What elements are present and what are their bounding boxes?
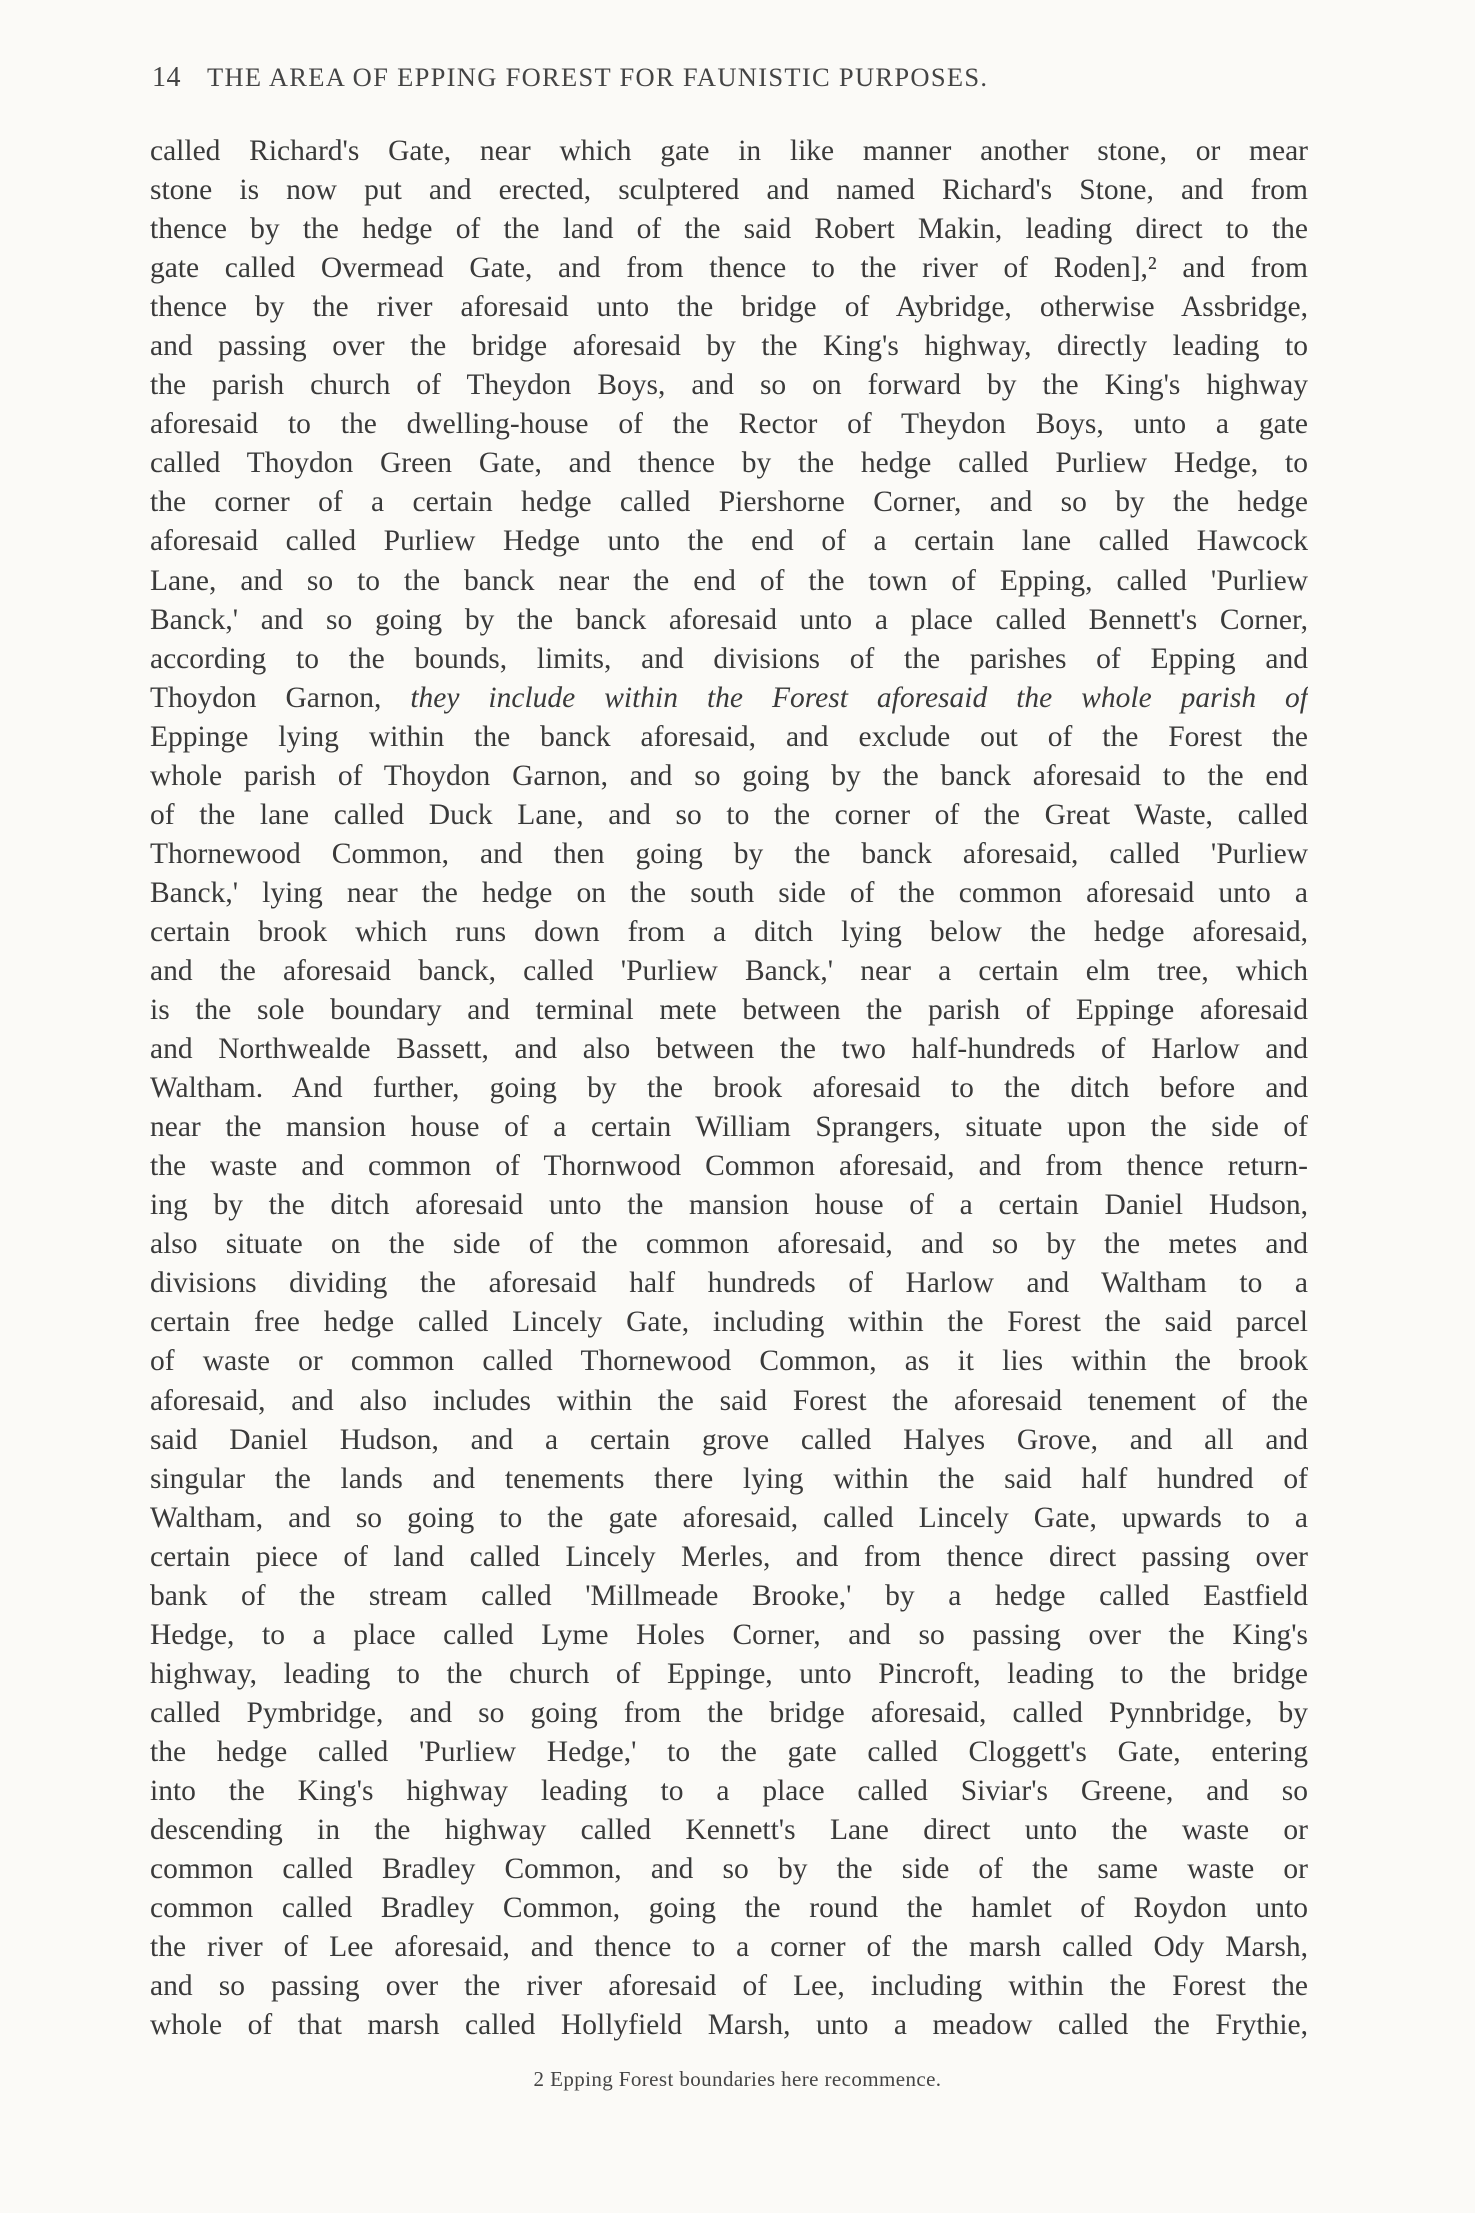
text-line: and so passing over the river aforesaid of Lee, including within the Forest the bbox=[150, 1970, 1308, 2003]
text-line: certain free hedge called Lincely Gate, including within the Forest the said parcel bbox=[150, 1306, 1308, 1339]
text-line: Waltham, and so going to the gate aforesaid, called Lincely Gate, upwards to a bbox=[150, 1501, 1308, 1534]
text-line: whole of that marsh called Hollyfield Marsh, unto a meadow called the Frythie, bbox=[150, 2009, 1308, 2042]
text-line: divisions dividing the aforesaid half hundreds of Harlow and Waltham to a bbox=[150, 1267, 1308, 1300]
text-line: of waste or common called Thornewood Common, as it lies within the brook bbox=[150, 1345, 1308, 1378]
text-line: Banck,' lying near the hedge on the south side of the common aforesaid unto a bbox=[150, 876, 1308, 909]
text-line: stone is now put and erected, sculptered and named Richard's Stone, and from bbox=[150, 174, 1308, 207]
page-number: 14 bbox=[152, 62, 181, 93]
text-line: is the sole boundary and terminal mete between the parish of Eppinge aforesaid bbox=[150, 994, 1308, 1027]
footnote: 2 Epping Forest boundaries here recommence. bbox=[533, 2067, 942, 2091]
text-line: the waste and common of Thornwood Common aforesaid, and from thence return- bbox=[150, 1150, 1308, 1183]
text-line: thence by the hedge of the land of the said Robert Makin, leading direct to the bbox=[150, 213, 1308, 246]
text-line: certain brook which runs down from a ditch lying below the hedge aforesaid, bbox=[150, 915, 1308, 948]
text-line: according to the bounds, limits, and divisions of the parishes of Epping and bbox=[150, 642, 1308, 675]
text-line: common called Bradley Common, going the round the hamlet of Roydon unto bbox=[150, 1892, 1308, 1925]
text-line: Lane, and so to the banck near the end of the town of Epping, called 'Purliew bbox=[150, 564, 1308, 597]
text-line: singular the lands and tenements there lying within the said half hundred of bbox=[150, 1462, 1308, 1495]
text-line: ing by the ditch aforesaid unto the mansion house of a certain Daniel Hudson, bbox=[150, 1189, 1308, 1222]
text-line: Waltham. And further, going by the brook aforesaid to the ditch before and bbox=[150, 1072, 1308, 1105]
body-text bbox=[150, 132, 1308, 2045]
text-line: near the mansion house of a certain William Sprangers, situate upon the side of bbox=[150, 1111, 1308, 1144]
italic-text: they include within the Forest aforesaid the whole parish of bbox=[381, 681, 1308, 714]
text-line: said Daniel Hudson, and a certain grove called Halyes Grove, and all and bbox=[150, 1423, 1308, 1456]
text-line: the corner of a certain hedge called Piershorne Corner, and so by the hedge bbox=[150, 486, 1308, 519]
text-line: of the lane called Duck Lane, and so to the corner of the Great Waste, called bbox=[150, 798, 1308, 831]
text-line: highway, leading to the church of Eppinge, unto Pincroft, leading to the bridge bbox=[150, 1657, 1308, 1690]
text-line: Thoydon Garnon, they include within the Forest aforesaid the whole parish of bbox=[150, 681, 1308, 714]
running-title: THE AREA OF EPPING FOREST FOR FAUNISTIC PURPOSES. bbox=[207, 62, 989, 92]
running-header bbox=[152, 62, 1227, 94]
text-line: the hedge called 'Purliew Hedge,' to the gate called Cloggett's Gate, entering bbox=[150, 1735, 1308, 1768]
text-line: the river of Lee aforesaid, and thence to a corner of the marsh called Ody Marsh, bbox=[150, 1931, 1308, 1964]
text-line: whole parish of Thoydon Garnon, and so going by the banck aforesaid to the end bbox=[150, 759, 1308, 792]
text-line: and the aforesaid banck, called 'Purliew Banck,' near a certain elm tree, which bbox=[150, 954, 1308, 987]
text-line: gate called Overmead Gate, and from thence to the river of Roden],² and from bbox=[150, 252, 1308, 285]
text-line: bank of the stream called 'Millmeade Brooke,' by a hedge called Eastfield bbox=[150, 1579, 1308, 1612]
text-line: Eppinge lying within the banck aforesaid, and exclude out of the Forest the bbox=[150, 720, 1308, 753]
text-line: called Pymbridge, and so going from the bridge aforesaid, called Pynnbridge, by bbox=[150, 1696, 1308, 1729]
text-line: aforesaid called Purliew Hedge unto the end of a certain lane called Hawcock bbox=[150, 525, 1308, 558]
text-line: thence by the river aforesaid unto the bridge of Aybridge, otherwise Assbridge, bbox=[150, 291, 1308, 324]
text-line: and passing over the bridge aforesaid by the King's highway, directly leading to bbox=[150, 330, 1308, 363]
text-line: and Northwealde Bassett, and also between the two half-hundreds of Harlow and bbox=[150, 1033, 1308, 1066]
text-line: called Richard's Gate, near which gate in like manner another stone, or mear bbox=[150, 135, 1308, 167]
text-line: Thornewood Common, and then going by the banck aforesaid, called 'Purliew bbox=[150, 837, 1308, 870]
text-line: Hedge, to a place called Lyme Holes Corner, and so passing over the King's bbox=[150, 1618, 1308, 1651]
text-line: into the King's highway leading to a place called Siviar's Greene, and so bbox=[150, 1774, 1308, 1807]
text-line: aforesaid, and also includes within the said Forest the aforesaid tenement of the bbox=[150, 1384, 1308, 1417]
text-line: common called Bradley Common, and so by the side of the same waste or bbox=[150, 1853, 1308, 1886]
text-line: descending in the highway called Kennett's Lane direct unto the waste or bbox=[150, 1814, 1308, 1847]
text-line: aforesaid to the dwelling-house of the Rector of Theydon Boys, unto a gate bbox=[150, 408, 1308, 441]
text-line: Banck,' and so going by the banck aforesaid unto a place called Bennett's Corner, bbox=[150, 603, 1308, 636]
text-line: the parish church of Theydon Boys, and so on forward by the King's highway bbox=[150, 369, 1308, 402]
text-line: called Thoydon Green Gate, and thence by the hedge called Purliew Hedge, to bbox=[150, 447, 1308, 480]
text-line: also situate on the side of the common aforesaid, and so by the metes and bbox=[150, 1228, 1308, 1261]
text-line: certain piece of land called Lincely Merles, and from thence direct passing over bbox=[150, 1540, 1308, 1573]
